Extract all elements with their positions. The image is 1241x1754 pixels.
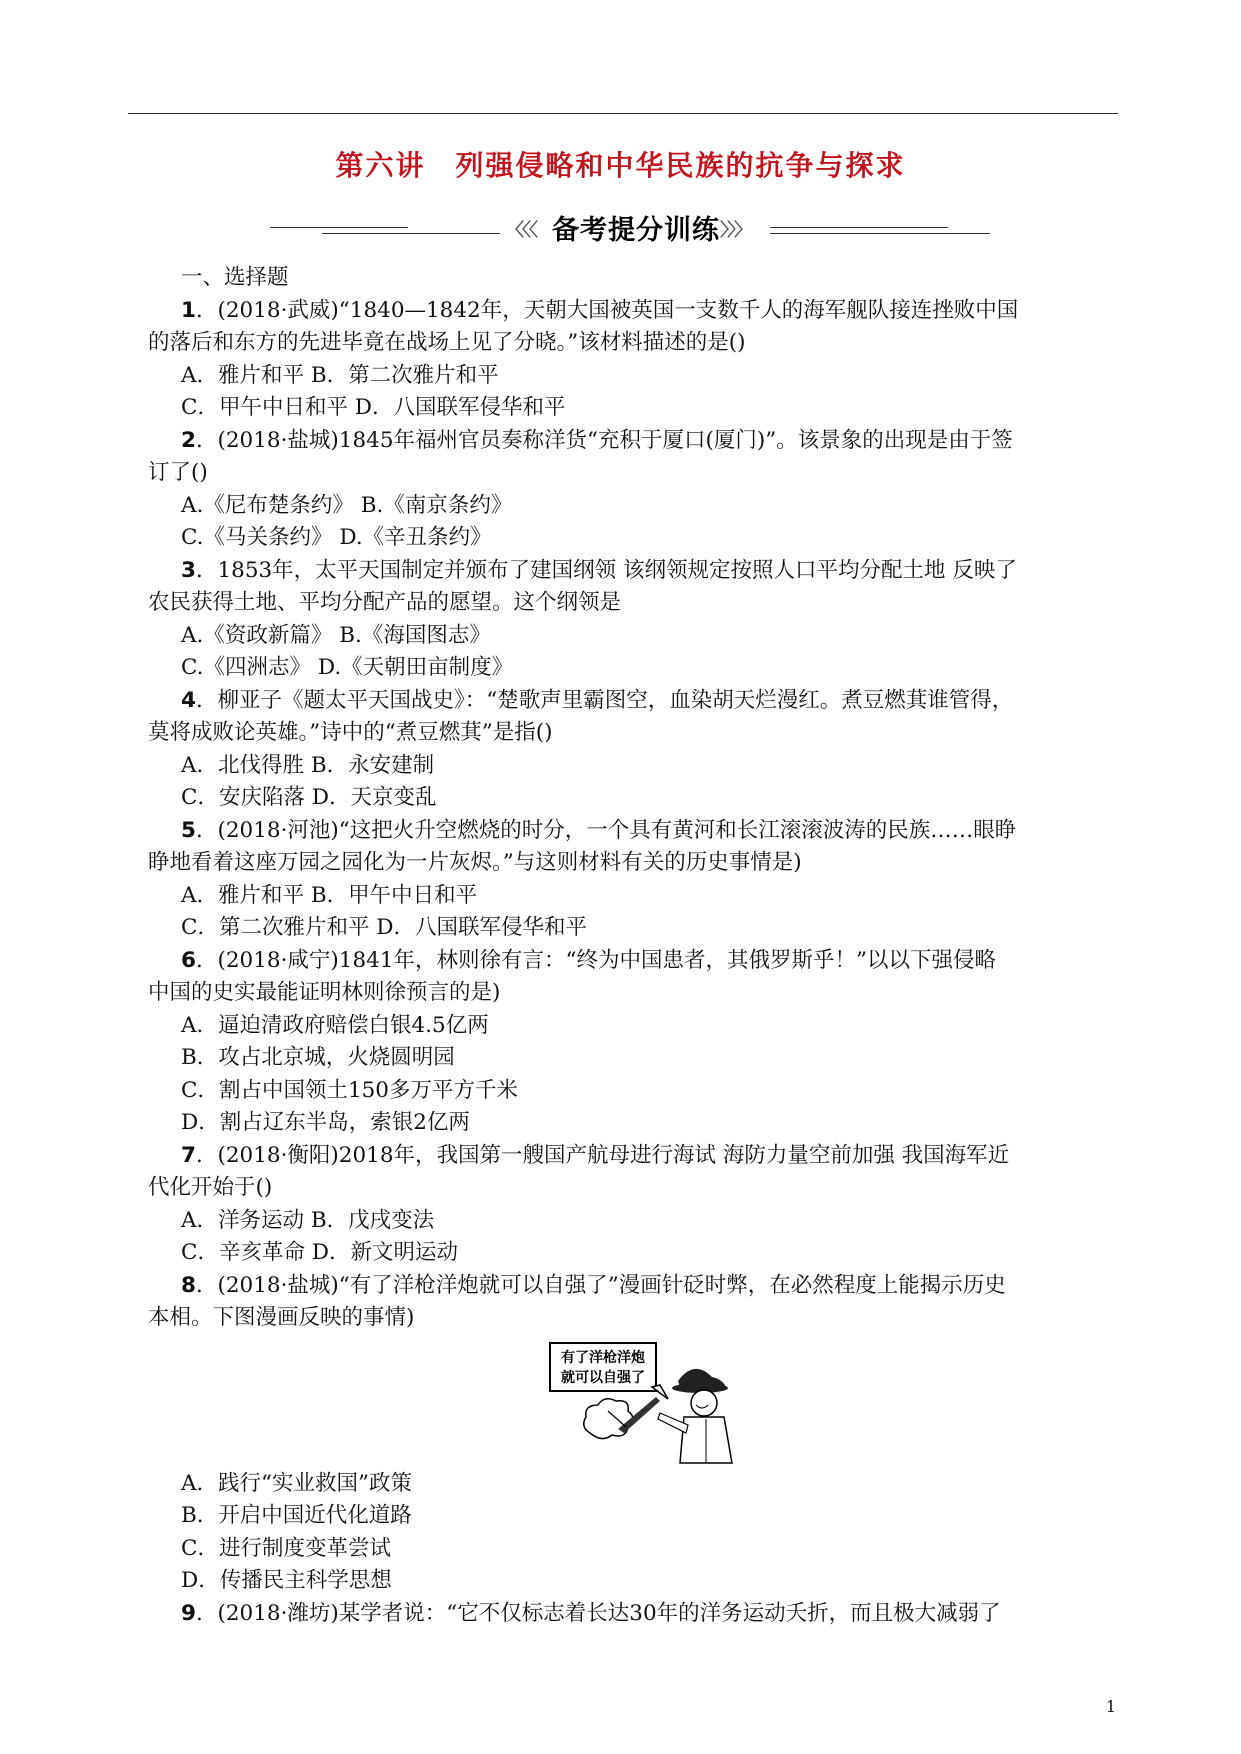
question-number: 1 <box>181 297 196 323</box>
option-line: C．安庆陷落 D．天京变乱 <box>181 785 437 810</box>
question-8 <box>148 1270 1123 1303</box>
banner-rule-left <box>270 227 408 228</box>
page-number: 1 <box>1105 1697 1116 1716</box>
cartoon-figure <box>148 1335 1123 1468</box>
option-line: A．践行“实业救国”政策 <box>181 1470 413 1496</box>
option-line: A．雅片和平 B．甲午中日和平 <box>181 882 478 908</box>
option-line: A.《资政新篇》 B.《海国图志》 <box>181 622 491 648</box>
option-line: C.《四洲志》 D.《天朝田亩制度》 <box>181 655 514 680</box>
option-line: B．攻占北京城，火烧圆明园 <box>181 1045 455 1070</box>
option-line: A.《尼布楚条约》 B.《南京条约》 <box>181 492 513 518</box>
question-stem-cont: 莫将成败论英雄。”诗中的“煮豆燃萁”是指() <box>148 720 553 745</box>
banner-rule-right <box>770 227 948 228</box>
question-stem-cont: 订了() <box>148 460 208 485</box>
section-banner <box>270 206 990 246</box>
option-line: A．逼迫清政府赔偿白银4.5亿两 <box>181 1012 489 1038</box>
question-stem-cont: 中国的史实最能证明林则徐预言的是) <box>148 980 501 1005</box>
question-list <box>148 262 1123 1630</box>
question-number: 9 <box>181 1600 196 1626</box>
question-stem: ．(2018·盐城)“有了洋枪洋炮就可以自强了”漫画针砭时弊，在必然程度上能揭示历史 <box>195 1272 1006 1298</box>
cartoon-caption-line1: 有了洋枪洋炮 <box>561 1349 645 1366</box>
question-4 <box>148 685 1123 718</box>
question-stem-cont: 睁地看着这座万园之园化为一片灰烬。”与这则材料有关的历史事情是) <box>148 850 802 875</box>
question-6 <box>148 945 1123 978</box>
section-heading: 一、选择题 <box>181 265 289 290</box>
question-stem-cont: 代化开始于() <box>148 1175 273 1200</box>
option-line: A．雅片和平 B．第二次雅片和平 <box>181 362 499 388</box>
question-5 <box>148 815 1123 848</box>
question-stem: ．(2018·咸宁)1841年，林则徐有言：“终为中国患者，其俄罗斯乎！”以以下强侵略 <box>195 947 996 973</box>
question-number: 7 <box>181 1142 196 1168</box>
question-number: 5 <box>181 817 196 843</box>
title-topic: 列强侵略和中华民族的抗争与探求 <box>455 149 906 182</box>
question-3 <box>148 555 1123 588</box>
chevron-left-icon: 〈〈〈 <box>506 220 536 241</box>
option-line: C．割占中国领土150多万平方千米 <box>181 1077 518 1103</box>
option-line: B．开启中国近代化道路 <box>181 1503 412 1528</box>
question-number: 4 <box>181 687 196 713</box>
question-number: 6 <box>181 947 196 973</box>
banner-rule-right-2 <box>770 233 990 234</box>
cartoon-illustration <box>548 1341 748 1467</box>
question-stem-cont: 的落后和东方的先进毕竟在战场上见了分晓。”该材料描述的是() <box>148 330 746 355</box>
question-7 <box>148 1140 1123 1173</box>
option-line: C．辛亥革命 D．新文明运动 <box>181 1240 459 1265</box>
question-number: 2 <box>181 427 196 453</box>
option-line: D．割占辽东半岛，索银2亿两 <box>181 1110 470 1135</box>
question-1 <box>148 295 1123 328</box>
question-stem: ．(2018·潍坊)某学者说：“它不仅标志着长达30年的洋务运动夭折，而且极大减弱了 <box>195 1600 1001 1626</box>
option-line: D．传播民主科学思想 <box>181 1568 392 1593</box>
question-stem-cont: 农民获得土地、平均分配产品的愿望。这个纲领是 <box>148 590 622 615</box>
option-line: A．洋务运动 B．戊戌变法 <box>181 1207 435 1233</box>
banner-rule-left-2 <box>322 233 500 234</box>
option-line: C．甲午中日和平 D．八国联军侵华和平 <box>181 395 566 420</box>
header-rule <box>128 113 1118 114</box>
question-9 <box>148 1598 1123 1631</box>
question-stem: ．(2018·衡阳)2018年，我国第一艘国产航母进行海试 海防力量空前加强 我国海军近 <box>195 1142 1010 1168</box>
question-number: 8 <box>181 1272 196 1298</box>
question-number: 3 <box>181 557 196 583</box>
question-2 <box>148 425 1123 458</box>
option-line: C．第二次雅片和平 D．八国联军侵华和平 <box>181 915 588 940</box>
option-line: C.《马关条约》 D.《辛丑条约》 <box>181 525 492 550</box>
chevron-right-icon: 〉〉〉 <box>720 220 750 241</box>
question-stem-cont: 本相。下图漫画反映的事情) <box>148 1305 415 1330</box>
cartoon-caption-line2: 就可以自强了 <box>561 1369 645 1386</box>
question-stem: ．(2018·武威)“1840—1842年，天朝大国被英国一支数千人的海军舰队接连挫败中国 <box>195 297 1019 323</box>
question-stem: ．(2018·盐城)1845年福州官员奏称洋货“充积于厦口(厦门)”。该景象的出现是由于签 <box>195 427 1013 453</box>
question-stem: ．1853年，太平天国制定并颁布了建国纲领 该纲领规定按照人口平均分配土地 反映了 <box>195 557 1017 583</box>
option-line: C．进行制度变革尝试 <box>181 1535 391 1561</box>
question-stem: ．(2018·河池)“这把火升空燃烧的时分，一个具有黄河和长江滚滚波涛的民族……眼睁 <box>195 817 1017 843</box>
question-stem: ．柳亚子《题太平天国战史》：“楚歌声里霸图空，血染胡天烂漫红。煮豆燃萁谁管得， <box>195 687 1014 713</box>
banner-title: 备考提分训练 <box>552 215 720 246</box>
page-title <box>0 144 1241 184</box>
title-lecture-number: 第六讲 <box>335 149 426 182</box>
option-line: A．北伐得胜 B．永安建制 <box>181 752 435 778</box>
